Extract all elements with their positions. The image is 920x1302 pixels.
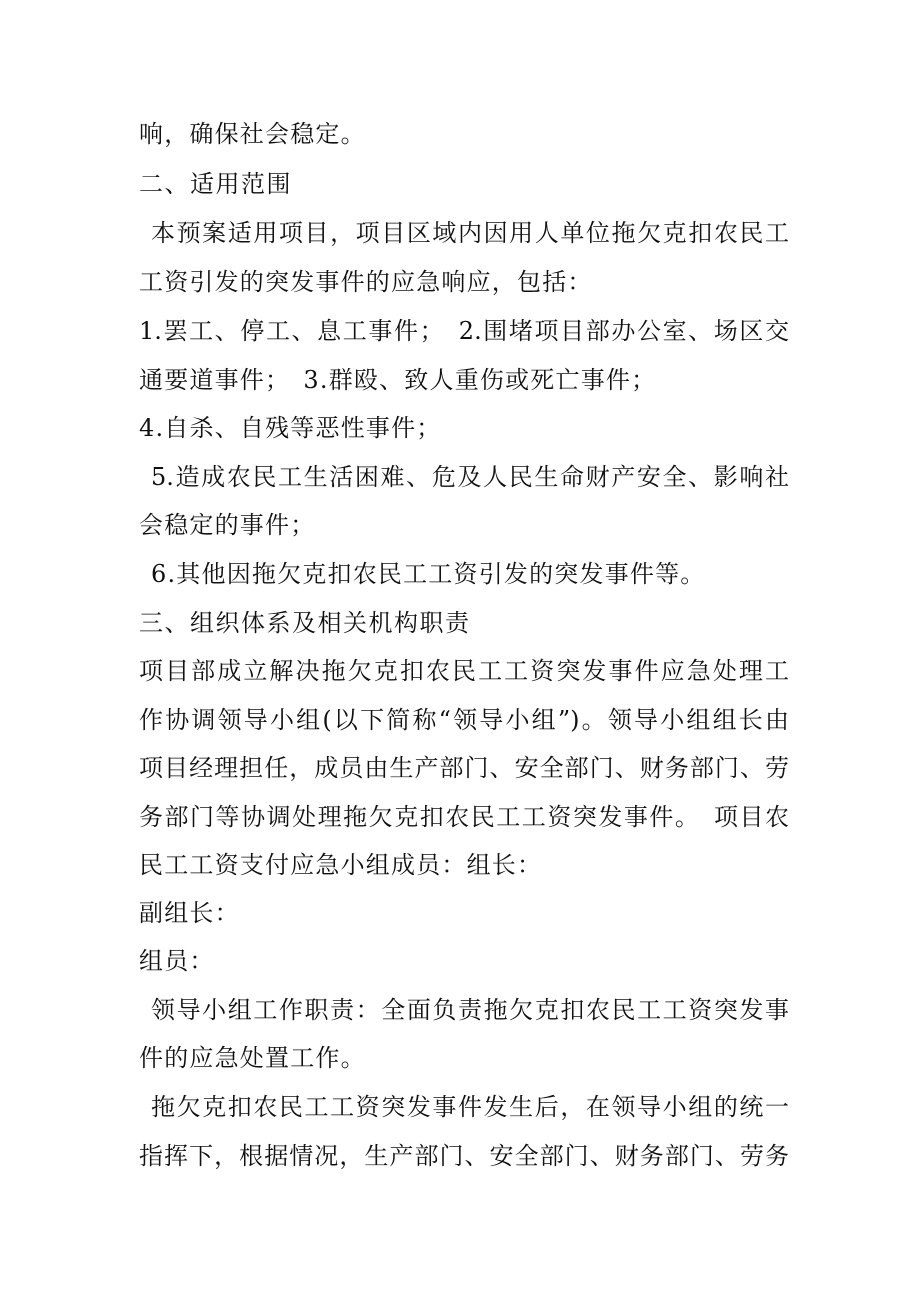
text-line-12: 项目部成立解决拖欠克扣农民工工资突发事件应急处理工 — [139, 657, 789, 685]
text-line-18: 组员： — [139, 947, 215, 975]
section-heading-scope: 二、适用范围 — [139, 170, 292, 198]
text-line-21: 拖欠克扣农民工工资突发事件发生后，在领导小组的统一 — [151, 1093, 789, 1121]
text-line-1: 响，确保社会稳定。 — [139, 120, 366, 148]
text-line-9: 会稳定的事件； — [139, 511, 316, 539]
text-line-20: 件的应急处置工作。 — [139, 1044, 366, 1072]
text-line-10: 6.其他因拖欠克扣农民工工资引发的突发事件等。 — [151, 560, 706, 588]
text-line-15: 务部门等协调处理拖欠克扣农民工工资突发事件。 项目农 — [139, 803, 789, 831]
text-line-8: 5.造成农民工生活困难、危及人民生命财产安全、影响社 — [151, 463, 789, 491]
text-line-16: 民工工资支付应急小组成员：组长： — [139, 851, 543, 879]
text-line-17: 副组长： — [139, 899, 240, 927]
text-line-22: 指挥下，根据情况，生产部门、安全部门、财务部门、劳务 — [139, 1142, 789, 1170]
text-line-14: 项目经理担任，成员由生产部门、安全部门、财务部门、劳 — [139, 754, 789, 782]
text-line-3: 本预案适用项目，项目区域内因用人单位拖欠克扣农民工 — [151, 219, 789, 247]
text-line-13: 作协调领导小组(以下简称“领导小组”)。领导小组组长由 — [139, 706, 789, 734]
text-line-7: 4.自杀、自残等恶性事件； — [139, 414, 442, 442]
text-line-5: 1.罢工、停工、息工事件； 2.围堵项目部办公室、场区交 — [139, 317, 789, 345]
text-line-4: 工资引发的突发事件的应急响应，包括： — [139, 268, 593, 296]
text-line-19: 领导小组工作职责：全面负责拖欠克扣农民工工资突发事 — [151, 996, 789, 1024]
text-line-6: 通要道事件； 3.群殴、致人重伤或死亡事件； — [139, 366, 657, 394]
section-heading-organization: 三、组织体系及相关机构职责 — [139, 609, 471, 637]
